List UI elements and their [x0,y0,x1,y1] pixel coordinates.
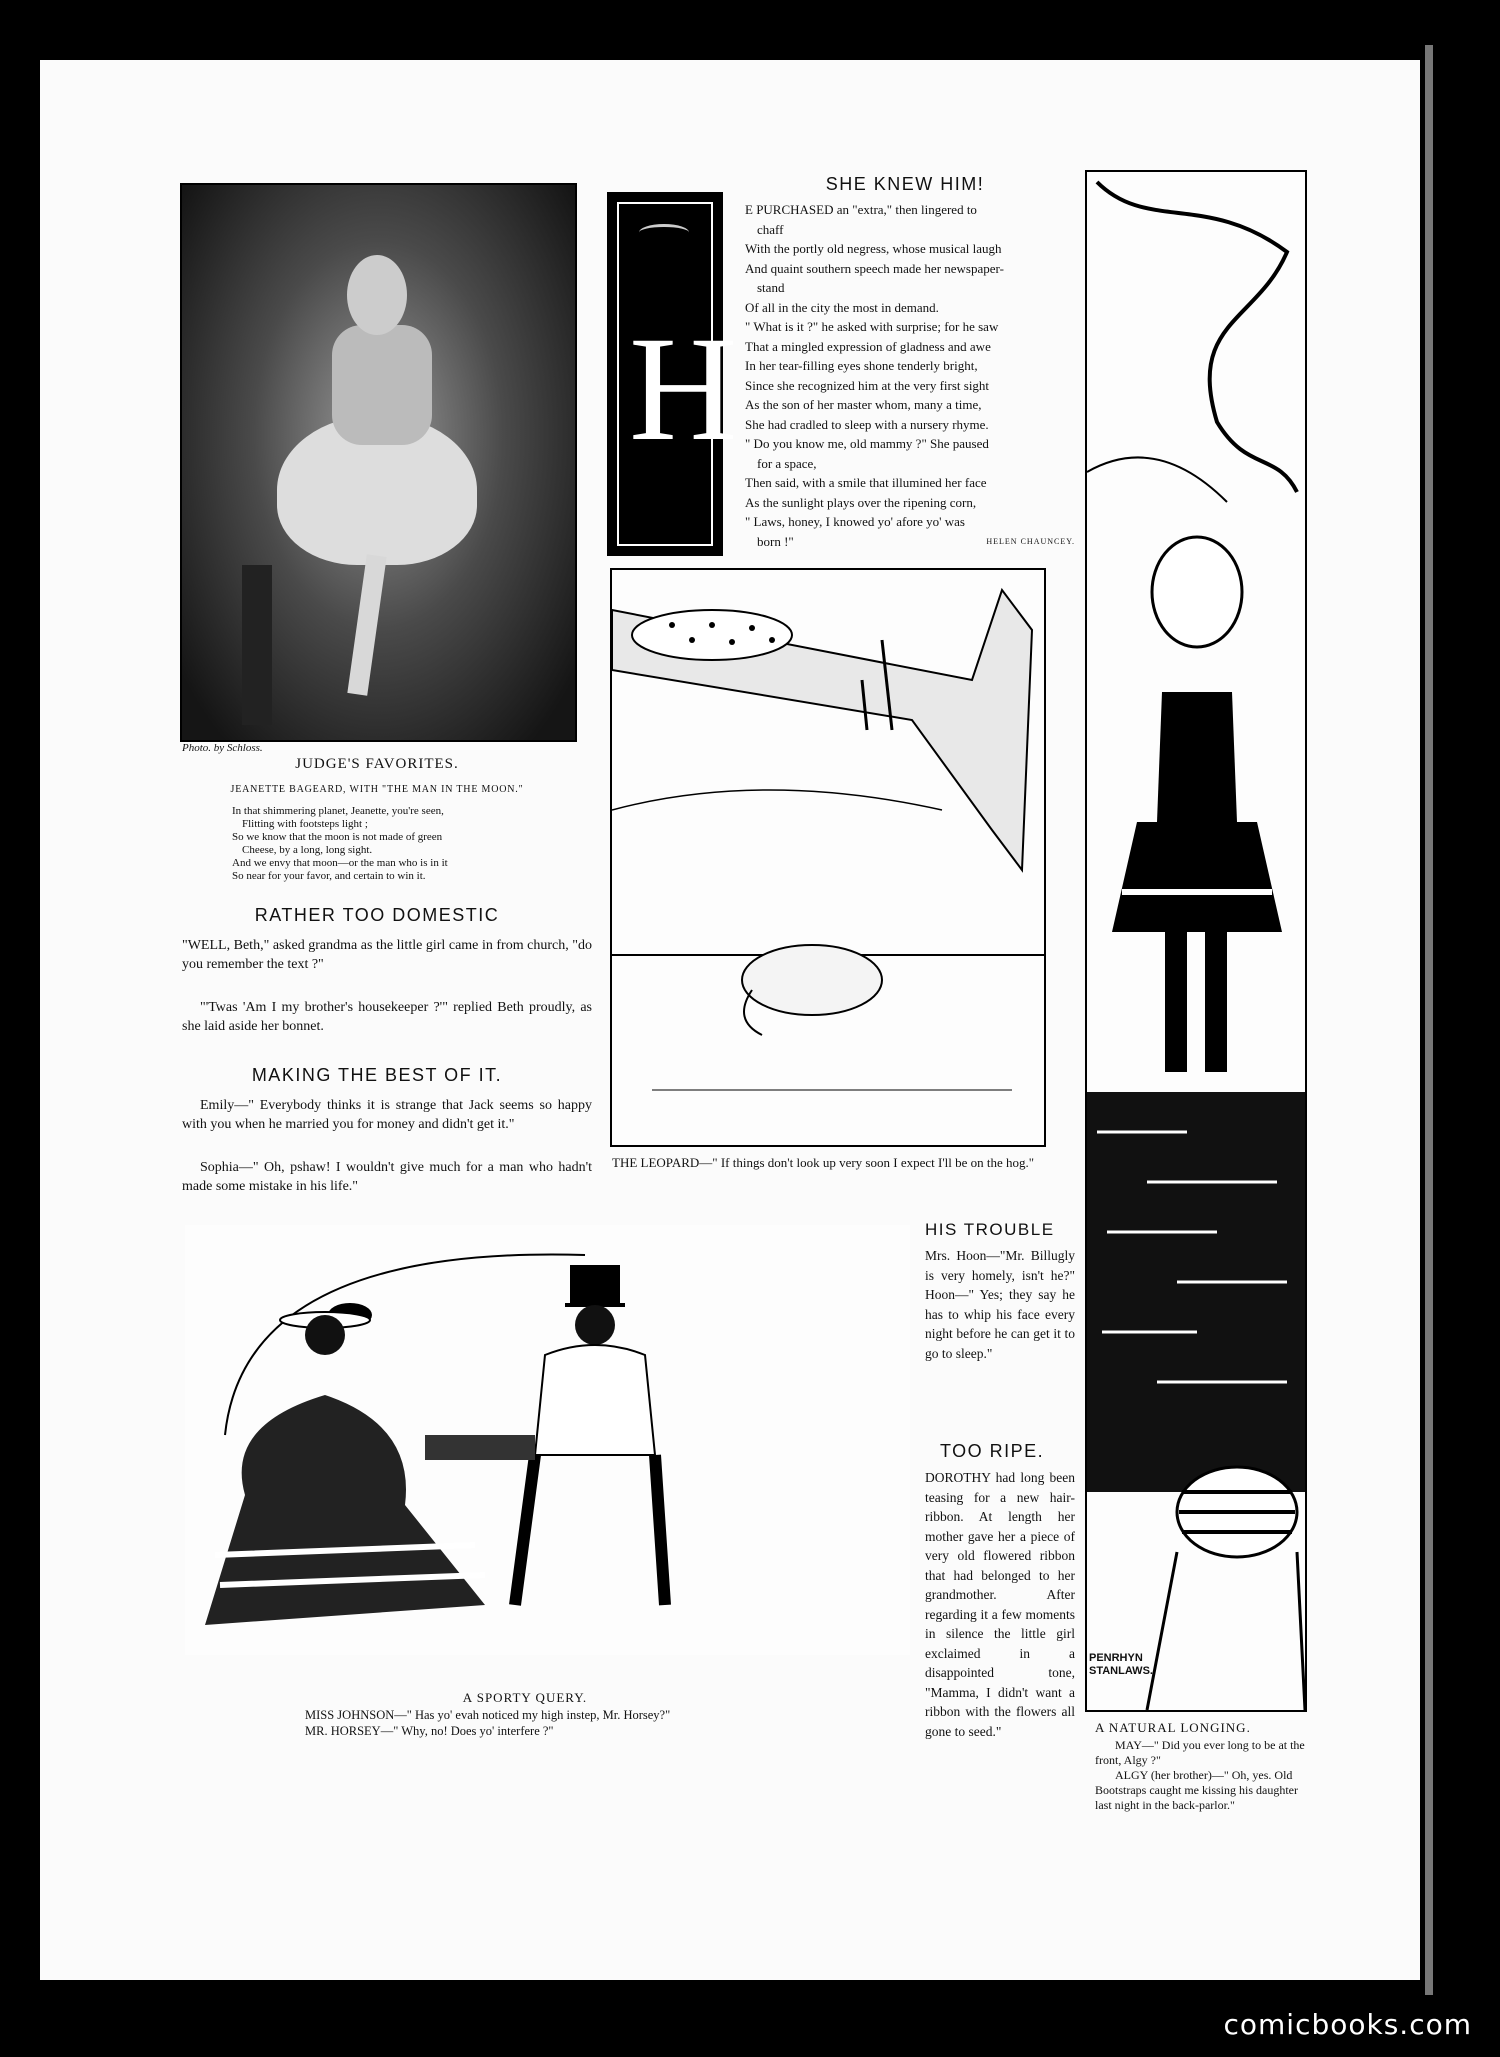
making-the-best-para2: Sophia—" Oh, pshaw! I wouldn't give much for a man who hadn't made some mistake in his life." [182,1160,592,1194]
poem-line: " What is it ?" he asked with surprise; for he saw [745,319,999,334]
sporty-query-title: A SPORTY QUERY. [462,1690,588,1705]
natural-longing-line2: ALGY (her brother)—" Oh, yes. Old Bootstraps caught me kissing his daughter last night in the back-parlor." [1095,1768,1298,1812]
sporty-query-line2: MR. HORSEY—" Why, no! Does yo' interfere ?" [305,1724,554,1738]
poem-line: She had cradled to sleep with a nursery rhyme. [745,416,989,432]
adjacent-page-edge [1420,45,1500,1995]
judges-favorites-title: JUDGE'S FAVORITES. [295,756,459,772]
his-trouble-title: HIS TROUBLE [925,1220,1055,1239]
lady-at-shore-illustration [1085,170,1307,1712]
poem-line: As the son of her master whom, many a time, [745,397,982,412]
making-the-best-title: MAKING THE BEST OF IT. [251,1065,503,1085]
leopard-scene-svg [612,570,1044,1145]
poem-line: " Laws, honey, I knowed yo' afore yo' was [745,514,965,529]
poem-line: Then said, with a smile that illumined her face [745,475,987,490]
poem-line: " Do you know me, old mammy ?" She paused [745,436,989,451]
poem-line: E PURCHASED an "extra," then lingered to [745,202,977,217]
poem-line: Of all in the city the most in demand. [745,299,939,315]
poem-line: So we know that the moon is not made of green [232,831,443,843]
bird-icon [639,224,689,241]
lady-scene-svg [1087,172,1305,1710]
poem-line: That a mingled expression of gladness and awe [745,338,991,354]
she-knew-him-title: SHE KNEW HIM! [825,174,985,194]
rather-too-domestic-para1: "WELL, Beth," asked grandma as the little girl came in from church, "do you remember the text ?" [182,938,592,972]
making-the-best-para1: Emily—" Everybody thinks it is strange that Jack seems so happy with you when he married you for money and didn't get it." [182,1098,592,1132]
watermark: comicbooks.com [1223,2008,1472,2041]
leopard-cartoon [610,568,1046,1147]
his-trouble-text: Mrs. Hoon—"Mr. Billugly is very homely, isn't he?" Hoon—" Yes; they say he has to whip his face every night before he can get it to go to sleep." [925,1248,1075,1361]
poem-line: In her tear-filling eyes shone tenderly bright, [745,358,978,373]
poem-line: Since she recognized him at the very first sight [745,377,990,393]
judges-favorites-poem [232,805,562,883]
natural-longing-line1: MAY—" Did you ever long to be at the front, Algy ?" [1095,1738,1305,1767]
poem-line: born !" [757,533,794,549]
poem-author: HELEN CHAUNCEY. [986,536,1075,546]
she-knew-him-poem [745,200,1075,551]
initial-letter-h: H [629,306,738,472]
poem-line: As the sunlight plays over the ripening corn, [745,494,977,510]
judges-favorites-subtitle: JEANETTE BAGEARD, WITH "THE MAN IN THE MOON." [230,784,524,795]
leopard-caption: THE LEOPARD—" If things don't look up very soon I expect I'll be on the hog." [612,1155,1035,1170]
poem-line: Cheese, by a long, long sight. [242,844,373,856]
rather-too-domestic-para2: "'Twas 'Am I my brother's housekeeper ?'" replied Beth proudly, as she laid aside her bonnet. [182,1000,592,1034]
photo-jeanette-bageard [180,183,577,742]
rather-too-domestic-title: RATHER TOO DOMESTIC [254,905,500,925]
poem-line: for a space, [757,455,817,471]
sporty-query-line1: MISS JOHNSON—" Has yo' evah noticed my high instep, Mr. Horsey?" [305,1708,671,1722]
photo-credit: Photo. by Schloss. [182,742,263,754]
sporty-query-svg [185,1225,910,1655]
poem-line: With the portly old negress, whose musical laugh [745,241,1002,256]
sporty-query-cartoon [185,1225,910,1655]
too-ripe-title: TOO RIPE. [940,1441,1045,1461]
poem-line: Flitting with footsteps light ; [242,818,368,830]
poem-line: So near for your favor, and certain to win it. [232,870,426,882]
poem-line: In that shimmering planet, Jeanette, you're seen, [232,805,444,817]
poem-line: stand [757,280,785,295]
too-ripe-text: DOROTHY had long been teasing for a new hair-ribbon. At length her mother gave her a piece of very old flowered ribbon that had belonged to her grandmother. After regarding it a few moments in silence the little girl exclaimed in a disappointed tone, "Mamma, I didn't want a ribbon with the flowers all gone to seed." [925,1470,1075,1739]
decorative-initial-h [607,192,738,556]
natural-longing-title: A NATURAL LONGING. [1095,1720,1251,1735]
poem-line: chaff [757,221,784,237]
poem-line: And we envy that moon—or the man who is in it [232,857,448,869]
poem-line: And quaint southern speech made her newspaper- [745,260,1004,276]
artist-signature: PENRHYN STANLAWS. [1089,1652,1153,1677]
